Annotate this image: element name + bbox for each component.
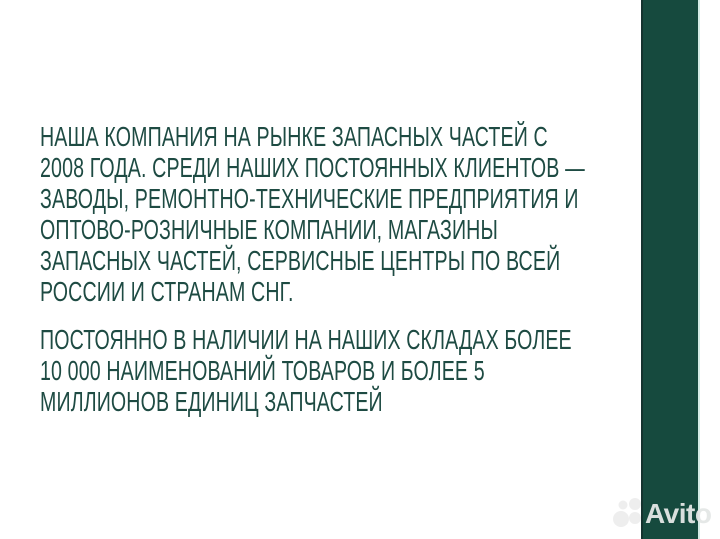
about-text-line: ПОСТОЯННО В НАЛИЧИИ НА НАШИХ СКЛАДАХ БОЛЕЕ bbox=[40, 324, 572, 355]
about-text-line: НАША КОМПАНИЯ НА РЫНКЕ ЗАПАСНЫХ ЧАСТЕЙ С bbox=[40, 121, 548, 152]
avito-dots-icon bbox=[604, 492, 646, 534]
avito-watermark-label: Avito bbox=[645, 498, 712, 529]
about-paragraph-1 bbox=[40, 121, 628, 307]
about-text-line: 2008 ГОДА. СРЕДИ НАШИХ ПОСТОЯННЫХ КЛИЕНТОВ — bbox=[40, 152, 585, 183]
about-text-line: ЗАВОДЫ, РЕМОНТНО-ТЕХНИЧЕСКИЕ ПРЕДПРИЯТИЯ И bbox=[40, 183, 579, 214]
about-text-line: ЗАПАСНЫХ ЧАСТЕЙ, СЕРВИСНЫЕ ЦЕНТРЫ ПО ВСЕЙ bbox=[40, 245, 561, 276]
company-about-text bbox=[40, 121, 628, 417]
about-text-line: ОПТОВО-РОЗНИЧНЫЕ КОМПАНИИ, МАГАЗИНЫ bbox=[40, 214, 498, 245]
avito-watermark bbox=[604, 492, 720, 534]
about-text-line: РОССИИ И СТРАНАМ СНГ. bbox=[40, 276, 294, 307]
about-paragraph-2 bbox=[40, 324, 628, 417]
green-accent-bar bbox=[641, 0, 698, 539]
about-text-line: МИЛЛИОНОВ ЕДИНИЦ ЗАПЧАСТЕЙ bbox=[40, 386, 383, 417]
about-text-line: 10 000 НАИМЕНОВАНИЙ ТОВАРОВ И БОЛЕЕ 5 bbox=[40, 355, 485, 386]
